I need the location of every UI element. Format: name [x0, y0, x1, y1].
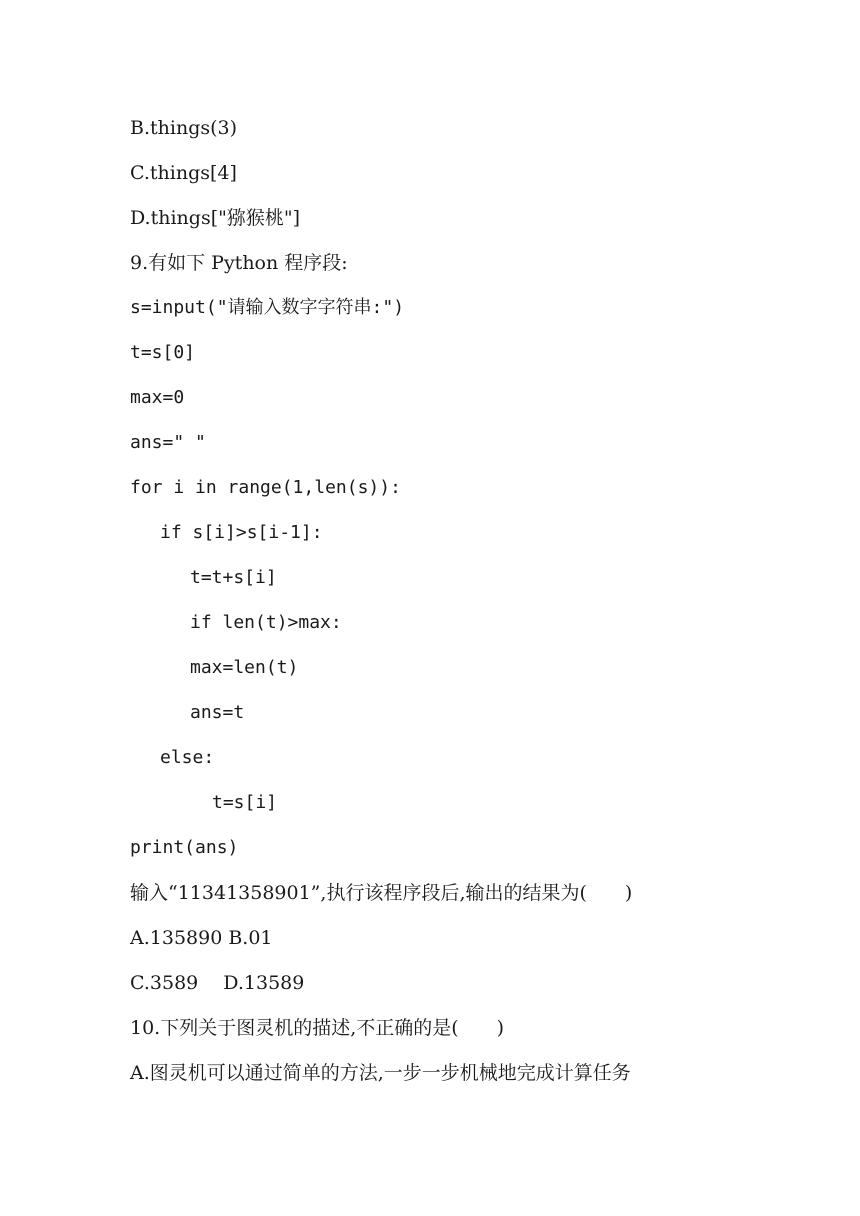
code-line-else: else: — [160, 747, 215, 768]
code-line-if-compare: if s[i]>s[i-1]: — [160, 522, 323, 543]
code-line-max-init: max=0 — [130, 387, 185, 408]
code-line-for: for i in range(1,len(s)): — [130, 477, 401, 498]
question-10-option-a: A.图灵机可以通过简单的方法,一步一步机械地完成计算任务 — [130, 1062, 631, 1084]
question-9-options-cd: C.3589 D.13589 — [130, 972, 305, 994]
question-9-prompt: 输入“11341358901”,执行该程序段后,输出的结果为( ) — [130, 882, 633, 904]
code-line-print: print(ans) — [130, 837, 239, 858]
code-line-ans-update: ans=t — [190, 702, 245, 723]
question-10-stem: 10.下列关于图灵机的描述,不正确的是( ) — [130, 1017, 505, 1039]
question-9-options-ab: A.135890 B.01 — [130, 927, 273, 949]
code-line-input: s=input("请输入数字字符串:") — [130, 297, 405, 318]
option-d-text: D.things["猕猴桃"] — [130, 207, 300, 229]
option-c-text: C.things[4] — [130, 162, 237, 184]
code-line-t-append: t=t+s[i] — [190, 567, 277, 588]
code-line-t-init: t=s[0] — [130, 342, 196, 363]
code-line-t-reset: t=s[i] — [212, 792, 278, 813]
option-b-text: B.things(3) — [130, 117, 238, 139]
question-9-stem: 9.有如下 Python 程序段: — [130, 252, 348, 274]
code-line-ans-init: ans=" " — [130, 432, 206, 453]
code-line-max-update: max=len(t) — [190, 657, 299, 678]
code-line-if-len: if len(t)>max: — [190, 612, 342, 633]
